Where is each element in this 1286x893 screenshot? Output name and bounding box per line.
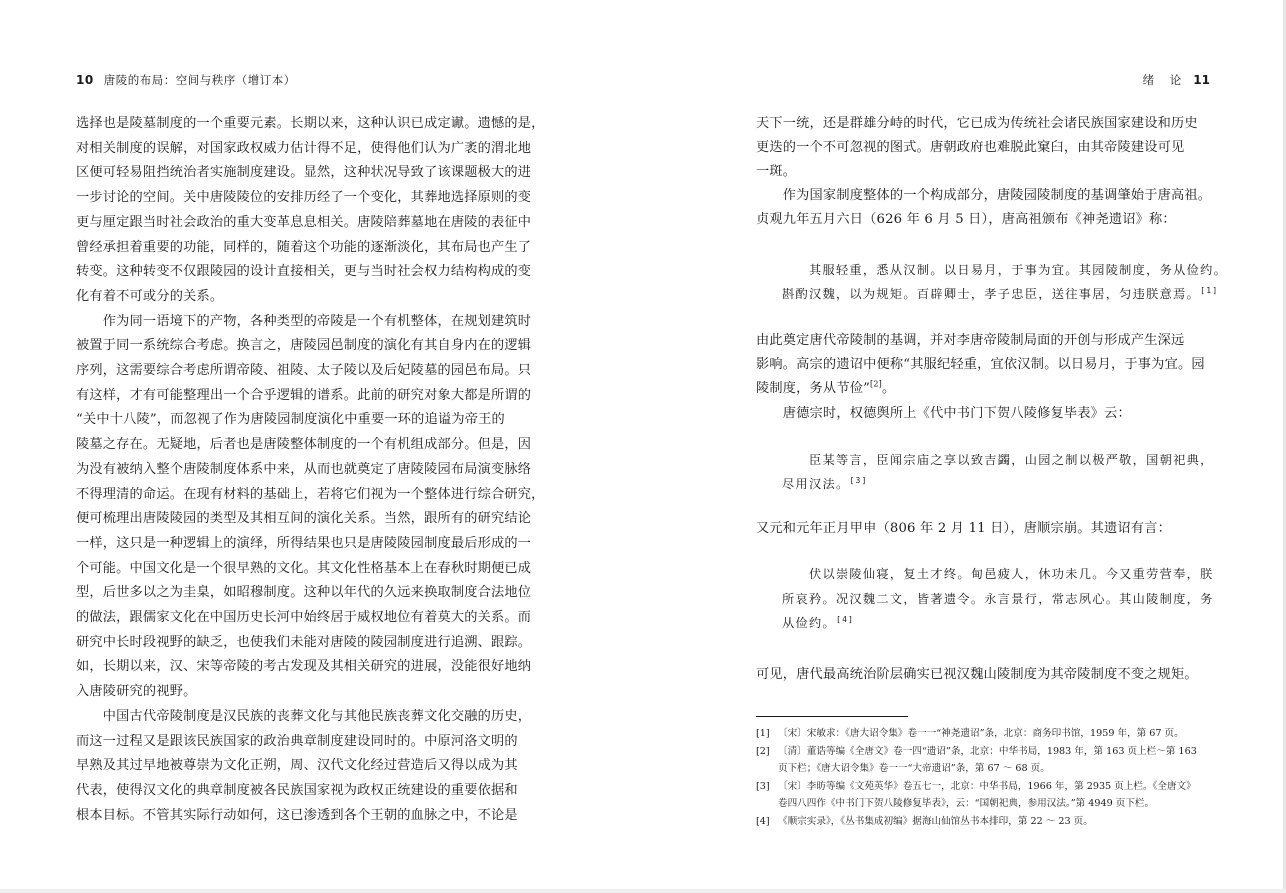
right-text-line: 作为国家制度整体的一个构成部分，唐陵园陵制度的基调肇始于唐高祖。 bbox=[756, 188, 1212, 203]
left-page-number: 10 bbox=[76, 73, 94, 87]
right-text-line: 影响。高宗的遗诏中便称“其服纪轻重，宜依汉制。以日易月，于事为宜。园 bbox=[756, 357, 1205, 372]
left-text-line: 曾经承担着重要的功能，同样的，随着这个功能的逐渐淡化，其布局也产生了 bbox=[76, 239, 532, 255]
left-text-line: 转变。这种转变不仅跟陵园的设计直接相关，更与当时社会权力结构构成的变 bbox=[76, 264, 532, 280]
left-text-line: 选择也是陵墓制度的一个重要元素。长期以来，这种认识已成定谳。遗憾的是， bbox=[76, 116, 545, 131]
footnote-number: [3] bbox=[756, 780, 770, 792]
left-text-line: 更与厘定跟当时社会政治的重大变革息息相关。唐陵陪葬墓地在唐陵的表征中 bbox=[76, 214, 532, 230]
footnote-number: [1] bbox=[756, 728, 770, 739]
quote-line-text: 从俭约。 bbox=[782, 616, 836, 630]
left-text-line: 便可梳理出唐陵陵园的类型及其相互间的演化关系。当然，跟所有的研究结论 bbox=[76, 511, 532, 527]
footnote-ref[interactable]: [4] bbox=[835, 614, 855, 624]
quote-line: 伏以崇陵仙寝，复土才终。甸邑疲人，休功未几。今又重劳营奉，朕 bbox=[782, 567, 1214, 581]
footnote-text: 《顺宗实录》，《丛书集成初编》据海山仙馆丛书本排印，第 22 ～ 23 页。 bbox=[778, 815, 1093, 827]
footnote-text: 页下栏；《唐大诏令集》卷一一“大帝遗诏”条，第 67 ～ 68 页。 bbox=[778, 763, 1050, 774]
right-text-line-text: 陵制度，务从节俭” bbox=[756, 381, 871, 396]
left-text-line: 根本目标。不管其实际行动如何，这已渗透到各个王朝的血脉之中，不论是 bbox=[76, 807, 518, 823]
left-text-line: 而这一过程又是跟该民族国家的政治典章制度建设同时的。中原河洛文明的 bbox=[76, 733, 518, 749]
footnote-text: 〔宋〕宋敏求：《唐大诏令集》卷一一“神尧遗诏”条，北京：商务印书馆，1959 年，第 67 页。 bbox=[778, 728, 1184, 739]
footnote-divider bbox=[756, 716, 908, 717]
left-text-line: 如，长期以来，汉、宋等帝陵的考古发现及其相关研究的进展，没能很好地纳 bbox=[76, 659, 532, 675]
left-text-line: 中国古代帝陵制度是汉民族的丧葬文化与其他民族丧葬文化交融的历史， bbox=[76, 708, 532, 724]
left-text-line: 型，后世多以之为圭臬，如昭穆制度。这种以年代的久远来换取制度合法地位 bbox=[76, 585, 532, 601]
left-text-line: 个可能。中国文化是一个很早熟的文化。其文化性格基本上在春秋时期便已成 bbox=[76, 560, 532, 576]
left-running-header bbox=[76, 72, 296, 88]
right-running-header bbox=[1143, 72, 1210, 88]
right-page-number: 11 bbox=[1193, 73, 1210, 87]
left-text-line: 区便可轻易阻挡统治者实施制度建设。显然，这种状况导致了该课题极大的进 bbox=[76, 165, 532, 181]
footnote-ref[interactable]: [1] bbox=[1200, 285, 1219, 295]
footnote-text: 卷四八四作《中书门下贺八陵修复毕表》，云：“国朝祀典，参用汉法。”第 4949 页下栏。 bbox=[778, 798, 1155, 809]
sentence-end: 。 bbox=[881, 381, 896, 396]
quote-line-text: 尽用汉法。 bbox=[782, 477, 850, 491]
footnote-ref[interactable]: [2] bbox=[870, 379, 882, 389]
bottom-edge bbox=[0, 889, 1286, 893]
right-text-line: 更迭的一个不可忽视的图式。唐朝政府也难脱此窠臼，由其帝陵建设可见 bbox=[756, 140, 1185, 155]
left-text-line: 化有着不可或分的关系。 bbox=[76, 288, 224, 304]
left-text-line: 入唐陵研究的视野。 bbox=[76, 684, 197, 700]
right-text-line: 贞观九年五月六日（626 年 6 月 5 日），唐高祖颁布《神尧遗诏》称： bbox=[756, 212, 1176, 227]
left-text-line: 陵墓之存在。无疑地，后者也是唐陵整体制度的一个有机组成部分。但是，因 bbox=[76, 437, 532, 453]
left-text-line: 的做法，跟儒家文化在中国历史长河中始终居于威权地位有着莫大的关系。而 bbox=[76, 610, 532, 625]
left-text-line: 对相关制度的误解，对国家政权威力估计得不足，使得他们认为广袤的渭北地 bbox=[76, 140, 532, 156]
left-text-line: 代表，使得汉文化的典章制度被各民族国家视为政权正统建设的重要依据和 bbox=[76, 782, 518, 798]
right-text-line: 由此奠定唐代帝陵制的基调，并对李唐帝陵制局面的开创与形成产生深远 bbox=[756, 333, 1185, 348]
left-text-line: 一步讨论的空间。关中唐陵陵位的安排历经了一个变化，其葬地选择原则的变 bbox=[76, 190, 532, 206]
left-text-line: 作为同一语境下的产物，各种类型的帝陵是一个有机整体，在规划建筑时 bbox=[76, 313, 532, 329]
left-text-line: 早熟及其过早地被尊崇为文化正朔，周、汉代文化经过营造后又得以成为其 bbox=[76, 758, 518, 774]
left-text-line: 研究中长时段视野的缺乏，也使我们未能对唐陵的陵园制度进行追溯、跟踪。 bbox=[76, 634, 532, 650]
right-page bbox=[643, 0, 1286, 893]
quote-line bbox=[782, 615, 854, 631]
left-text-line: 有这样，才有可能整理出一个合乎逻辑的谱系。此前的研究对象大都是所谓的 bbox=[76, 387, 532, 403]
right-text-line bbox=[756, 381, 895, 397]
right-text-line: 一斑。 bbox=[756, 164, 797, 179]
left-text-line: “关中十八陵”，而忽视了作为唐陵园制度演化中重要一环的追谥为帝王的 bbox=[76, 412, 505, 428]
right-text-line: 唐德宗时，权德舆所上《代中书门下贺八陵修复毕表》云： bbox=[756, 406, 1131, 421]
left-text-line: 序列，这需要综合考虑所谓帝陵、祖陵、太子陵以及后妃陵墓的园邑布局。只 bbox=[76, 363, 532, 378]
right-text-line: 可见，唐代最高统治阶层确实已视汉魏山陵制度为其帝陵制度不变之规矩。 bbox=[756, 667, 1198, 682]
quote-line bbox=[782, 286, 1218, 302]
left-text-line: 为没有被纳入整个唐陵制度体系中来，从而也就奠定了唐陵陵园布局演变脉络 bbox=[76, 461, 532, 477]
right-text-line: 天下一统，还是群雄分峙的时代，它已成为传统社会诸民族国家建设和历史 bbox=[756, 116, 1198, 131]
quote-line: 其服轻重，悉从汉制。以日易月，于事为宜。其园陵制度，务从俭约。 bbox=[782, 263, 1228, 277]
book-title: 唐陵的布局：空间与秩序（增订本） bbox=[103, 73, 296, 87]
left-text-line: 不得理清的命运。在现有材料的基础上，若将它们视为一个整体进行综合研究， bbox=[76, 486, 545, 502]
quote-line: 所哀矜。况汉魏二文，皆著遗令。永言景行，常志夙心。其山陵制度，务 bbox=[782, 592, 1214, 606]
quote-line-text: 斟酌汉魏，以为规矩。百辟卿士，孝子忠臣，送往事居，匀违朕意焉。 bbox=[782, 287, 1201, 301]
footnote-text: 〔清〕董诰等编《全唐文》卷一四“遗诏”条，北京：中华书局，1983 年，第 163 页上栏～第 163 bbox=[778, 745, 1197, 757]
right-text-line: 又元和元年正月甲申（806 年 2 月 11 日），唐顺宗崩。其遗诏有言： bbox=[756, 521, 1171, 536]
footnote-ref[interactable]: [3] bbox=[849, 475, 868, 485]
quote-line bbox=[782, 476, 868, 492]
chapter-title: 绪 论 bbox=[1142, 73, 1188, 87]
quote-line: 臣某等言，臣闻宗庙之享以致吉蠲，山园之制以极严敬，国朝祀典， bbox=[782, 453, 1214, 467]
footnote-number: [2] bbox=[756, 745, 770, 757]
left-text-line: 被置于同一系统综合考虑。换言之，唐陵园邑制度的演化有其自身内在的逻辑 bbox=[76, 338, 532, 354]
left-text-line: 一样，这只是一种逻辑上的演绎，所得结果也只是唐陵陵园制度最后形成的一 bbox=[76, 535, 532, 551]
footnote-number: [4] bbox=[756, 815, 770, 827]
footnote-text: 〔宋〕李昉等编《文苑英华》卷五七一，北京：中华书局，1966 年，第 2935 页上栏。《全唐文》 bbox=[778, 780, 1196, 792]
